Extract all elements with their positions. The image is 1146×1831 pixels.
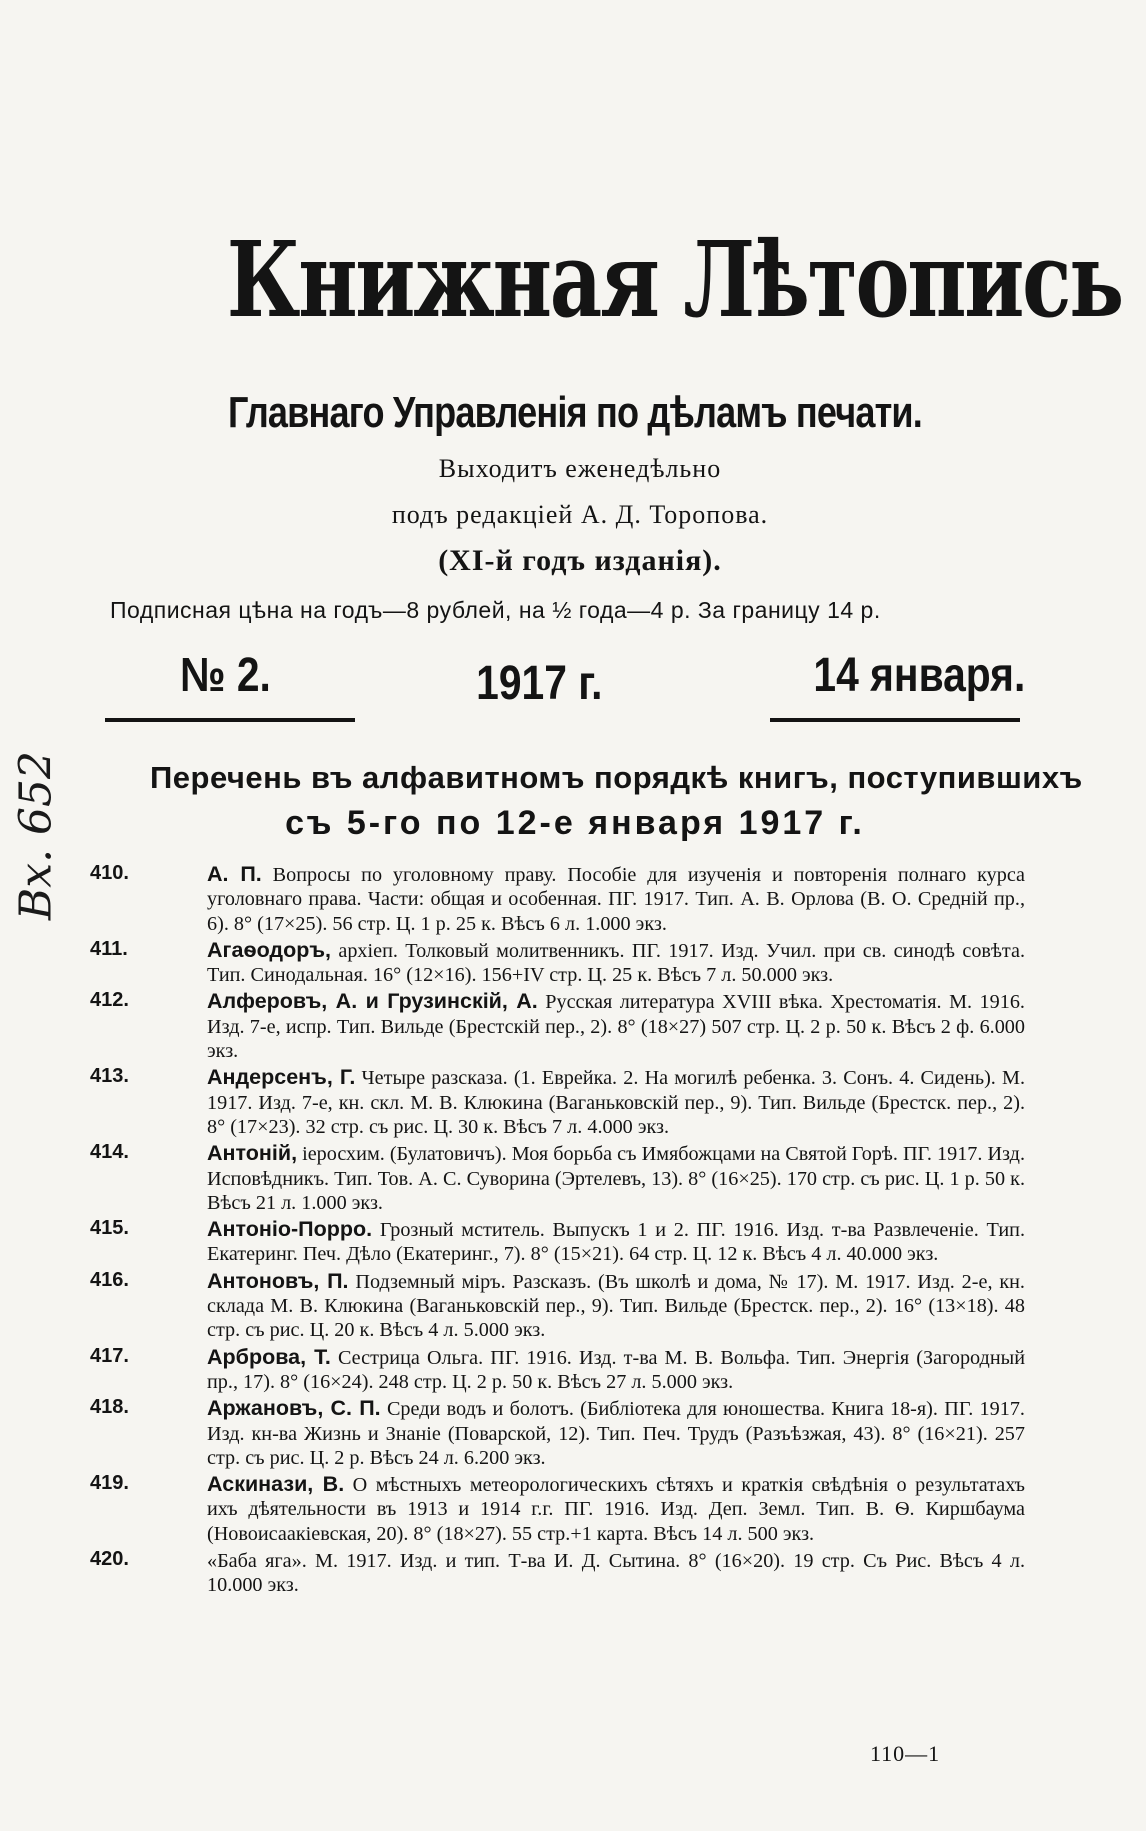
entry-text bbox=[207, 1269, 1025, 1343]
entry-text bbox=[207, 1065, 1025, 1139]
entry-description: Среди водъ и болотъ. (Библіотека для юношества. Книга 18-я). ПГ. 1917. Изд. кн-ва Жизнь и Знаніе (Поварской, 12). Тип. Печ. Трудъ (Разъѣзжая, 43). 8° (16×21). 257 стр. съ рис. Ц. 2 р. Вѣсъ 24 л. 6.200 экз. bbox=[207, 1398, 1025, 1469]
section-heading-line2: съ 5-го по 12-е января 1917 г. bbox=[285, 804, 865, 842]
list-item bbox=[90, 1065, 1025, 1139]
entry-description: «Баба яга». М. 1917. Изд. и тип. Т-ва И. Д. Сытина. 8° (16×20). 19 стр. Съ Рис. Вѣсъ 4 л. 10.000 экз. bbox=[207, 1550, 1025, 1597]
masthead-title: Книжная Лѣтопись bbox=[226, 218, 1122, 341]
entry-description: іеросхим. (Булатовичъ). Моя борьба съ Имябожцами на Святой Горѣ. ПГ. 1917. Изд. Исповѣдникъ. Тип. Тов. А. С. Суворина (Эртелевъ, 13). 8° (16×25). 170 стр. съ рис. Ц. 1 р. 50 к. Вѣсъ 21 л. 1.000 экз. bbox=[207, 1143, 1025, 1214]
list-item bbox=[90, 1269, 1025, 1343]
year-of-issue: (XI-й годъ изданія). bbox=[438, 544, 722, 577]
publication-frequency: Выходитъ еженедѣльно bbox=[438, 454, 722, 483]
list-item bbox=[90, 862, 1025, 936]
entry-author: Антоніо-Порро. bbox=[207, 1217, 373, 1242]
entry-number: 420. bbox=[90, 1548, 129, 1571]
entry-author: Аскинази, В. bbox=[207, 1472, 345, 1497]
entry-author: Алферовъ, А. и Грузинскій, А. bbox=[207, 989, 538, 1014]
subscription-price: Подписная цѣна на годъ—8 рублей, на ½ года—4 р. За границу 14 р. bbox=[110, 597, 881, 623]
entry-text bbox=[207, 1396, 1025, 1470]
entry-author: Андерсенъ, Г. bbox=[207, 1065, 356, 1090]
entry-text bbox=[207, 938, 1025, 988]
entry-number: 411. bbox=[90, 937, 128, 960]
list-item bbox=[90, 1217, 1025, 1267]
entry-author: Агаѳодоръ, bbox=[207, 937, 331, 962]
entry-number: 410. bbox=[90, 862, 129, 884]
list-item bbox=[90, 1548, 1025, 1598]
entry-text bbox=[207, 1472, 1025, 1546]
entry-text bbox=[207, 1141, 1025, 1215]
page-code: 110—1 bbox=[870, 1741, 941, 1766]
entry-text bbox=[207, 1548, 1025, 1598]
list-item bbox=[90, 1396, 1025, 1470]
rule-left bbox=[105, 718, 355, 722]
list-item bbox=[90, 989, 1025, 1063]
entry-number: 416. bbox=[90, 1268, 129, 1291]
list-item bbox=[90, 1345, 1025, 1395]
editor-line: подъ редакціей А. Д. Торопова. bbox=[391, 500, 769, 529]
entry-description: О мѣстныхъ метеорологическихъ сѣтяхъ и краткія свѣдѣнія о результатахъ ихъ дѣятельности въ 1913 и 1914 г.г. ПГ. 1916. Изд. Деп. Земл. Тип. В. Ѳ. Киршбаума (Новоисаакіевская, 20). 8° (18×27). 55 стр.+1 карта. Вѣсъ 14 л. 500 экз. bbox=[207, 1474, 1025, 1545]
entry-description: Подземный міръ. Разсказъ. (Въ школѣ и дома, № 17). М. 1917. Изд. 2-е, кн. склада М. В. Клюкина (Ваганьковскій пер., 9). Тип. Вильде (Брестск. пер., 2). 16° (13×18). 48 стр. съ рис. Ц. 20 к. Вѣсъ 4 л. 5.000 экз. bbox=[207, 1270, 1025, 1342]
entry-description: Сестрица Ольга. ПГ. 1916. Изд. т-ва М. В. Вольфа. Тип. Энергія (Загородный пр., 17). 8° (16×24). 248 стр. Ц. 2 р. 50 к. Вѣсъ 27 л. 5.000 экз. bbox=[207, 1346, 1025, 1393]
masthead-subtitle: Главнаго Управленія по дѣламъ печати. bbox=[227, 388, 923, 437]
entry-author: Антоновъ, П. bbox=[207, 1268, 349, 1293]
entry-number: 418. bbox=[90, 1396, 129, 1419]
entry-text bbox=[207, 1345, 1025, 1395]
entry-number: 414. bbox=[90, 1141, 129, 1164]
margin-stamp bbox=[6, 690, 66, 990]
issue-number: № 2. bbox=[180, 649, 271, 702]
entry-description: архіеп. Толковый молитвенникъ. ПГ. 1917. Изд. Учил. при св. синодѣ совѣта. Тип. Синодальная. 16° (12×16). 156+IV стр. Ц. 25 к. Вѣсъ 7 л. 50.000 экз. bbox=[207, 939, 1025, 987]
entry-text bbox=[207, 862, 1025, 936]
entry-author: А. П. bbox=[207, 862, 262, 886]
entry-text bbox=[207, 1217, 1025, 1267]
entry-description: Четыре разсказа. (1. Еврейка. 2. На могилѣ ребенка. 3. Сонъ. 4. Сидень). М. 1917. Изд. 7-е, кн. скл. М. В. Клюкина (Ваганьковскій пер., 9). Тип. Вильде (Брестск. пер., 2). 8° (17×23). 32 стр. съ рис. Ц. 30 к. Вѣсъ 7 л. 4.000 экз. bbox=[207, 1067, 1025, 1138]
margin-stamp-text: Вх. 652 bbox=[10, 750, 62, 921]
issue-row bbox=[105, 648, 1025, 728]
section-heading-line1: Перечень въ алфавитномъ порядкѣ книгъ, поступившихъ bbox=[150, 760, 1083, 795]
entry-description: Вопросы по уголовному праву. Пособіе для изученія и повторенія полнаго курса уголовнаго права. Части: общая и особенная. ПГ. 1917. Тип. А. В. Орлова (В. О. Средній пр., 6). 8° (17×25). 56 стр. Ц. 1 р. 25 к. Вѣсъ 6 л. 1.000 экз. bbox=[207, 864, 1026, 935]
entry-number: 419. bbox=[90, 1472, 129, 1495]
entry-author: Антоній, bbox=[207, 1141, 298, 1166]
rule-right bbox=[770, 718, 1020, 722]
entry-number: 413. bbox=[90, 1065, 129, 1088]
entry-number: 412. bbox=[90, 989, 129, 1012]
entry-description: Русская литература XVIII вѣка. Хрестоматія. М. 1916. Изд. 7-е, испр. Тип. Вильде (Брестскій пер., 2). 8° (18×27) 507 стр. Ц. 2 р. 50 к. Вѣсъ 2 ф. 6.000 экз. bbox=[207, 991, 1025, 1063]
list-item bbox=[90, 1472, 1025, 1546]
entry-number: 417. bbox=[90, 1344, 129, 1367]
entry-text bbox=[207, 989, 1025, 1063]
entry-author: Аржановъ, С. П. bbox=[207, 1396, 381, 1421]
list-item bbox=[90, 1141, 1025, 1215]
list-item bbox=[90, 938, 1025, 988]
issue-year: 1917 г. bbox=[476, 657, 603, 710]
entry-list bbox=[90, 862, 1025, 1600]
entry-author: Арброва, Т. bbox=[207, 1344, 331, 1369]
issue-date: 14 января. bbox=[813, 649, 1025, 702]
entry-number: 415. bbox=[90, 1217, 129, 1240]
entry-description: Грозный мститель. Выпускъ 1 и 2. ПГ. 1916. Изд. т-ва Развлеченіе. Тип. Екатеринг. Печ. Дѣло (Екатеринг., 7). 8° (15×21). 64 стр. Ц. 12 к. Вѣсъ 4 л. 40.000 экз. bbox=[207, 1219, 1025, 1266]
